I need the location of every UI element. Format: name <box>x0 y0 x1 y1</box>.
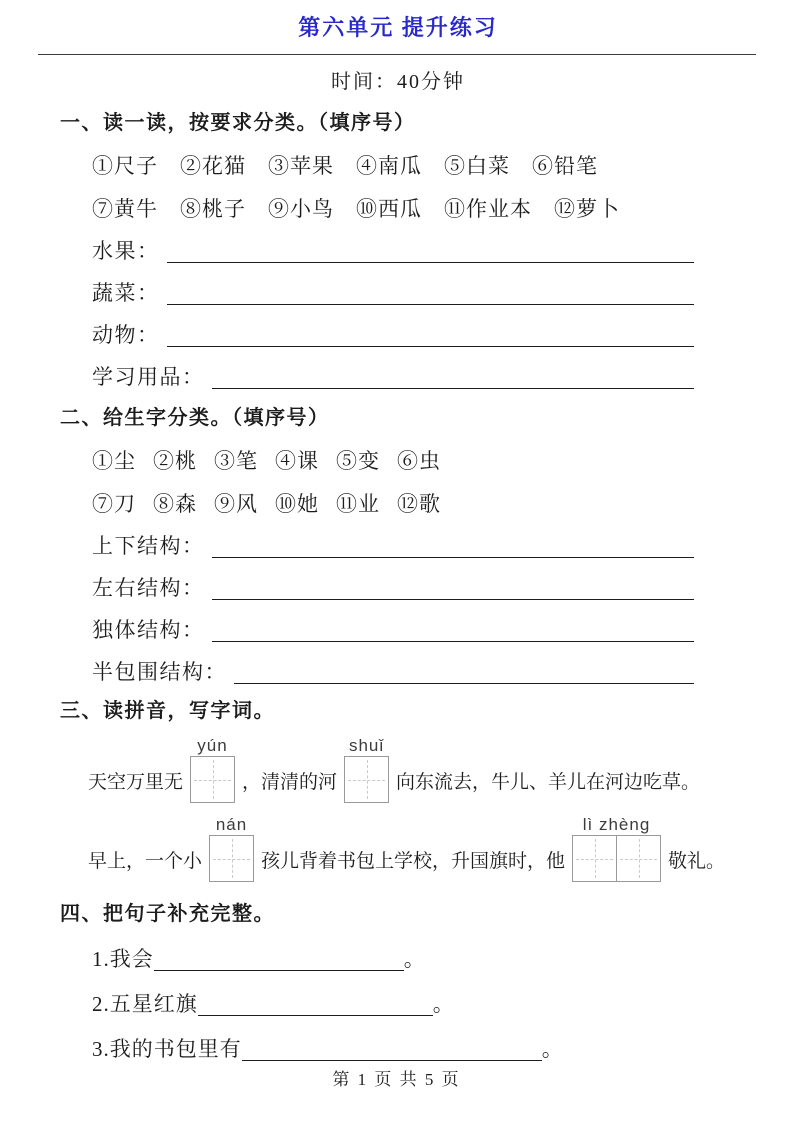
category-label: 学习用品： <box>92 365 205 389</box>
char-item: ⑤变 <box>336 449 380 473</box>
sentence-completion-2 <box>92 990 736 1018</box>
pinyin-label: shuǐ <box>348 736 385 755</box>
char-item: ⑥虫 <box>397 449 441 473</box>
char-item: ①尘 <box>92 449 136 473</box>
section4-heading: 四、把句子补充完整。 <box>60 903 275 925</box>
answer-blank-line[interactable] <box>212 388 695 389</box>
structure-label: 半包围结构： <box>92 660 227 684</box>
section1-word-row-2 <box>92 196 736 223</box>
char-item: ⑨风 <box>214 492 258 516</box>
word-item: ⑨小鸟 <box>268 197 334 221</box>
answer-blank-line[interactable] <box>198 1015 433 1016</box>
page-number: 第 1 页 共 5 页 <box>332 1070 461 1089</box>
sentence-completion-1 <box>92 945 736 973</box>
sentence-stem: 3.我的书包里有 <box>92 1037 242 1061</box>
word-item: ⑪作业本 <box>444 197 532 221</box>
char-item: ⑧森 <box>153 492 197 516</box>
answer-blank-line[interactable] <box>167 346 695 347</box>
sentence-text: 早上，一个小 <box>88 851 203 872</box>
structure-label: 左右结构： <box>92 576 205 600</box>
writing-grid-box[interactable] <box>572 835 617 882</box>
word-item: ⑤白菜 <box>444 154 510 178</box>
category-row-vegetable <box>92 280 694 307</box>
writing-box-group <box>209 815 254 882</box>
char-item: ⑫歌 <box>397 492 441 516</box>
section3-heading: 三、读拼音，写字词。 <box>60 700 275 722</box>
category-row-animal <box>92 322 694 349</box>
pinyin-sentence-1 <box>88 731 736 798</box>
word-item: ⑧桃子 <box>180 197 246 221</box>
sentence-text: ，清清的河 <box>242 772 338 793</box>
sentence-completion-3 <box>92 1035 736 1063</box>
word-item: ⑩西瓜 <box>356 197 422 221</box>
grid-box-row <box>572 835 661 882</box>
grid-box-row <box>190 756 235 803</box>
char-item: ⑩她 <box>275 492 319 516</box>
word-item: ①尺子 <box>92 154 158 178</box>
sentence-text: 天空万里无 <box>88 772 184 793</box>
sentence-text: 敬礼。 <box>668 851 726 872</box>
answer-blank-line[interactable] <box>154 970 404 971</box>
structure-row-half-enclosed <box>92 659 694 686</box>
char-item: ④课 <box>275 449 319 473</box>
sentence-text: 向东流去，牛儿、羊儿在河边吃草。 <box>396 772 701 793</box>
word-item: ⑦黄牛 <box>92 197 158 221</box>
sentence-period: 。 <box>541 1037 564 1061</box>
writing-grid-box[interactable] <box>190 756 235 803</box>
section2-heading: 二、给生字分类。（填序号） <box>60 407 330 429</box>
page-title: 第六单元 提升练习 <box>298 15 498 40</box>
grid-box-row <box>344 756 389 803</box>
answer-blank-line[interactable] <box>242 1060 542 1061</box>
structure-row-left-right <box>92 575 694 602</box>
header-divider <box>38 54 756 55</box>
sentence-period: 。 <box>432 992 455 1016</box>
char-item: ⑦刀 <box>92 492 136 516</box>
answer-blank-line[interactable] <box>167 304 695 305</box>
pinyin-label: nán <box>215 815 248 834</box>
word-item: ⑫萝卜 <box>554 197 620 221</box>
section1-word-row-1 <box>92 153 736 180</box>
grid-box-row <box>209 835 254 882</box>
sentence-stem: 1.我会 <box>92 947 154 971</box>
answer-blank-line[interactable] <box>212 641 695 642</box>
category-label: 动物： <box>92 323 160 347</box>
structure-row-single <box>92 617 694 644</box>
sentence-period: 。 <box>403 947 426 971</box>
sentence-text: 孩儿背着书包上学校，升国旗时，他 <box>261 851 566 872</box>
char-item: ③笔 <box>214 449 258 473</box>
answer-blank-line[interactable] <box>167 262 695 263</box>
structure-row-top-bottom <box>92 533 694 560</box>
section2-word-row-1 <box>92 448 736 475</box>
char-item: ⑪业 <box>336 492 380 516</box>
writing-box-group <box>572 815 661 882</box>
writing-grid-box[interactable] <box>344 756 389 803</box>
answer-blank-line[interactable] <box>212 557 695 558</box>
time-limit: 时间：40分钟 <box>331 71 465 93</box>
word-item: ④南瓜 <box>356 154 422 178</box>
category-row-fruit <box>92 238 694 265</box>
word-item: ③苹果 <box>268 154 334 178</box>
pinyin-label: lì zhèng <box>582 815 651 834</box>
answer-blank-line[interactable] <box>212 599 695 600</box>
section1-heading: 一、读一读，按要求分类。（填序号） <box>60 112 416 134</box>
writing-box-group <box>190 736 235 803</box>
category-label: 蔬菜： <box>92 281 160 305</box>
pinyin-label: yún <box>197 736 228 755</box>
writing-grid-box[interactable] <box>616 835 661 882</box>
writing-grid-box[interactable] <box>209 835 254 882</box>
answer-blank-line[interactable] <box>234 683 694 684</box>
sentence-stem: 2.五星红旗 <box>92 992 198 1016</box>
word-item: ⑥铅笔 <box>532 154 598 178</box>
category-label: 水果： <box>92 239 160 263</box>
char-item: ②桃 <box>153 449 197 473</box>
category-row-school-supplies <box>92 364 694 391</box>
structure-label: 独体结构： <box>92 618 205 642</box>
writing-box-group <box>344 736 389 803</box>
pinyin-sentence-2 <box>88 810 736 877</box>
word-item: ②花猫 <box>180 154 246 178</box>
section2-word-row-2 <box>92 491 736 518</box>
structure-label: 上下结构： <box>92 534 205 558</box>
